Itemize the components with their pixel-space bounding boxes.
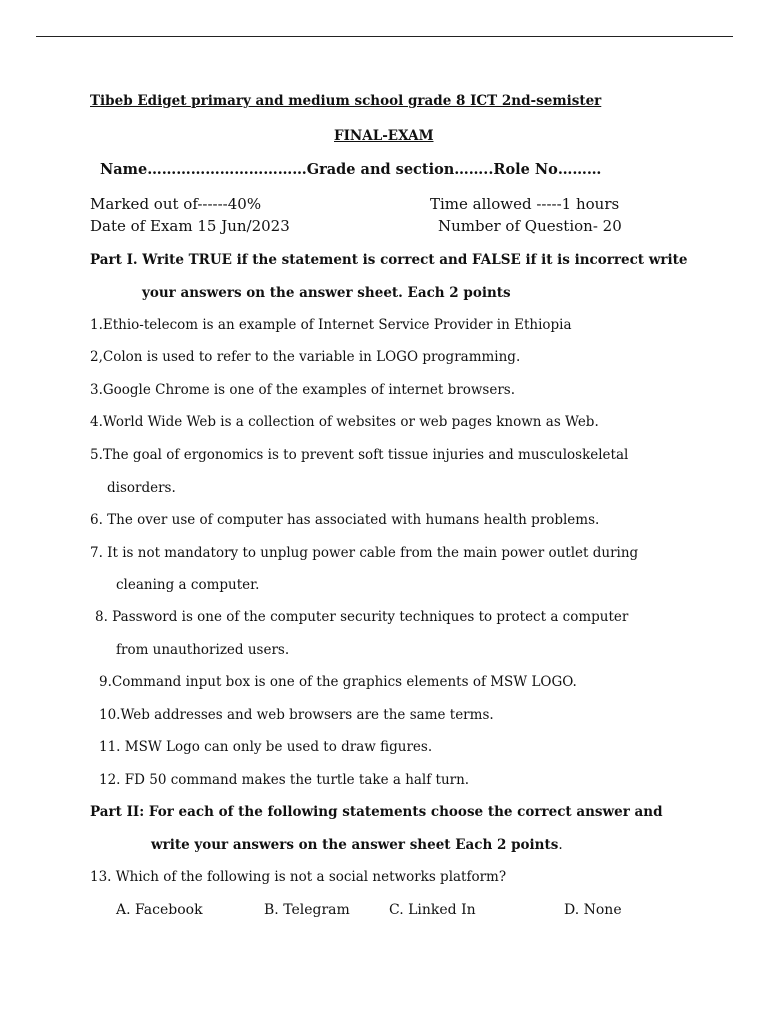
question-7: 7. It is not mandatory to unplug power cable from the main power outlet during: [90, 545, 639, 561]
question-4: 4.World Wide Web is a collection of websites or web pages known as Web.: [90, 414, 599, 430]
question-7-cont: cleaning a computer.: [116, 577, 260, 593]
question-9: 9.Command input box is one of the graphics elements of MSW LOGO.: [99, 674, 577, 690]
part2-instruction-period: .: [558, 837, 563, 853]
time-allowed: Time allowed -----1 hours: [430, 195, 620, 213]
top-rule: [36, 36, 733, 37]
question-13: 13. Which of the following is not a social networks platform?: [90, 869, 507, 885]
exam-title: FINAL-EXAM: [334, 128, 434, 144]
question-8: 8. Password is one of the computer security techniques to protect a computer: [95, 609, 629, 625]
question-13-option-a: A. Facebook: [116, 902, 203, 918]
question-6: 6. The over use of computer has associated with humans health problems.: [90, 512, 600, 528]
part2-instruction: Part II: For each of the following statements choose the correct answer and: [90, 804, 663, 820]
part2-instruction-cont: [151, 836, 563, 854]
question-2: 2,Colon is used to refer to the variable in LOGO programming.: [90, 349, 521, 365]
number-of-question: Number of Question- 20: [438, 217, 622, 235]
marked-out-of: Marked out of------40%: [90, 195, 262, 213]
question-12: 12. FD 50 command makes the turtle take a half turn.: [99, 772, 470, 788]
question-5: 5.The goal of ergonomics is to prevent soft tissue injuries and musculoskeletal: [90, 447, 629, 463]
question-10: 10.Web addresses and web browsers are the same terms.: [99, 707, 494, 723]
question-13-option-c: C. Linked In: [389, 902, 476, 918]
date-of-exam: Date of Exam 15 Jun/2023: [90, 217, 290, 235]
name-grade-role-line: Name……………………………Grade and section……..Role No………: [100, 161, 602, 178]
document-title: Tibeb Ediget primary and medium school grade 8 ICT 2nd-semister: [90, 93, 602, 109]
part2-instruction-cont-text: write your answers on the answer sheet Each 2 points: [151, 837, 559, 853]
question-1: 1.Ethio-telecom is an example of Internet Service Provider in Ethiopia: [90, 317, 572, 333]
question-13-option-b: B. Telegram: [264, 902, 350, 918]
question-5-cont: disorders.: [107, 480, 176, 496]
question-8-cont: from unauthorized users.: [116, 642, 290, 658]
part1-instruction: Part I. Write TRUE if the statement is correct and FALSE if it is incorrect write: [90, 252, 688, 268]
question-3: 3.Google Chrome is one of the examples of internet browsers.: [90, 382, 515, 398]
question-13-option-d: D. None: [564, 902, 622, 918]
part1-instruction-cont: your answers on the answer sheet. Each 2 points: [142, 285, 511, 301]
question-11: 11. MSW Logo can only be used to draw figures.: [99, 739, 433, 755]
